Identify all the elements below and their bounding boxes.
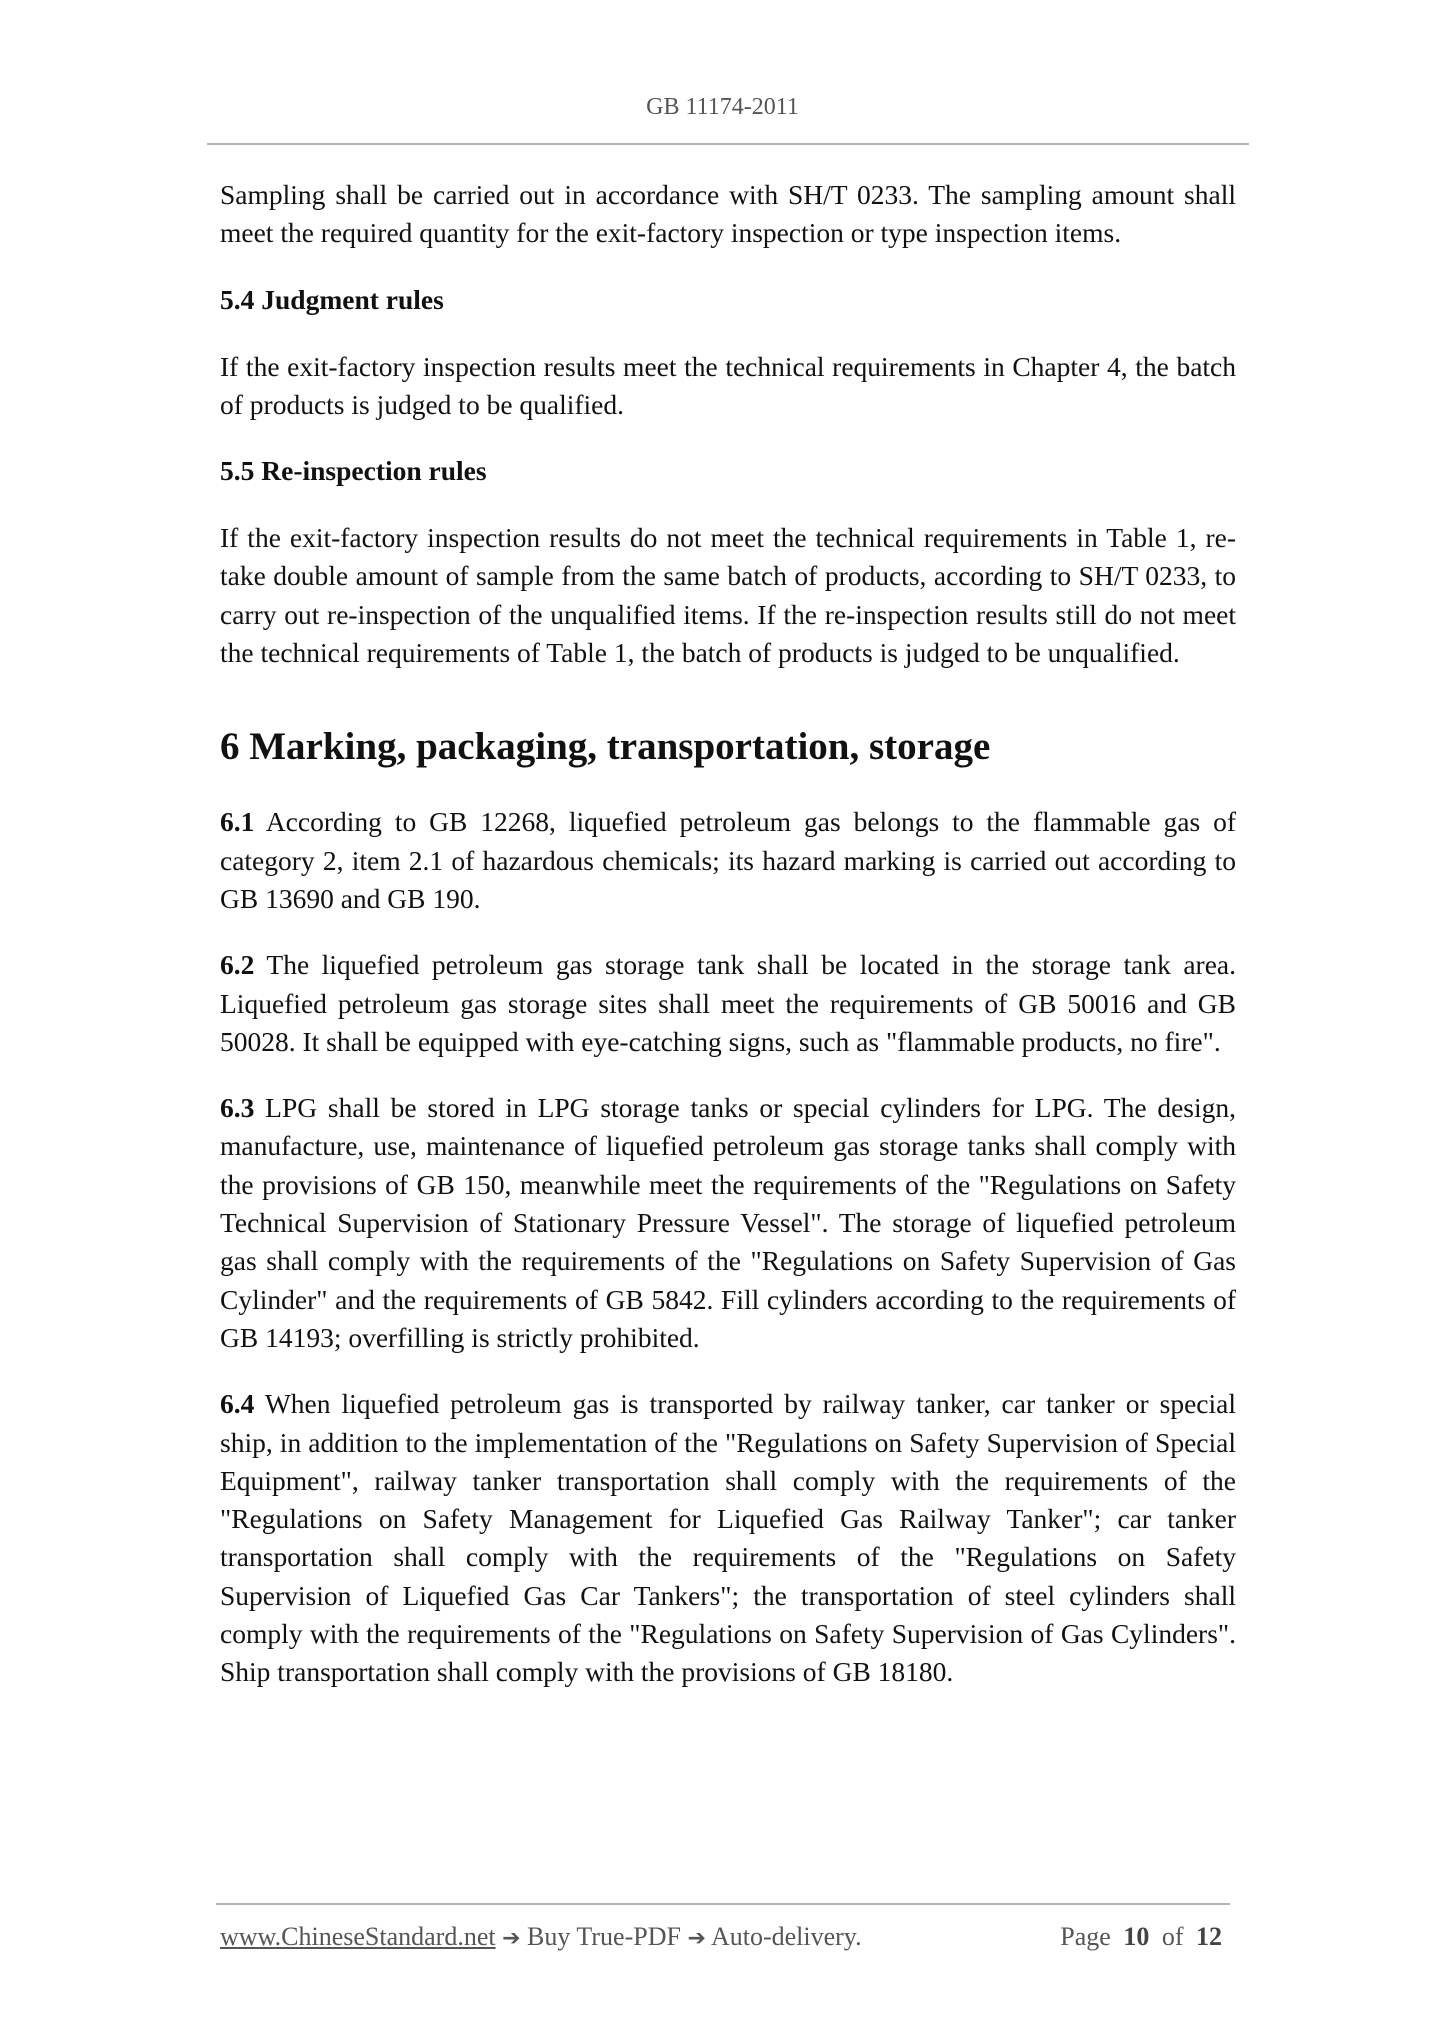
section-heading-5-4: 5.4 Judgment rules [220, 283, 444, 315]
header-divider [207, 143, 1249, 145]
page-current: 10 [1123, 1922, 1150, 1951]
site-link[interactable]: www.ChineseStandard.net [220, 1922, 496, 1951]
clause-text: The liquefied petroleum gas storage tank shall be located in the storage tank area. Liquefied petroleum gas storage sites shall meet the requirements of GB 50016 and GB 50028. It shall be equipped with eye-catching signs, such as "flammable products, no fire". [220, 949, 1236, 1057]
clause-6-3 [220, 1089, 1236, 1357]
clause-text: LPG shall be stored in LPG storage tanks or special cylinders for LPG. The design, manufacture, use, maintenance of liquefied petroleum gas storage tanks shall comply with the provisions of GB 150, meanwhile meet the requirements of the "Regulations on Safety Technical Supervision of Stationary Pressure Vessel". The storage of liquefied petroleum gas shall comply with the requirements of the "Regulations on Safety Supervision of Gas Cylinder" and the requirements of GB 5842. Fill cylinders according to the requirements of GB 14193; overfilling is strictly prohibited. [220, 1092, 1236, 1353]
clause-6-2 [220, 946, 1236, 1061]
footer-promo [220, 1922, 862, 1952]
clause-number: 6.4 [220, 1388, 255, 1420]
running-header: GB 11174-2011 [646, 94, 799, 120]
section-heading-5-5: 5.5 Re-inspection rules [220, 455, 487, 487]
page-label: Page [1060, 1922, 1111, 1951]
sampling-paragraph: Sampling shall be carried out in accordance with SH/T 0233. The sampling amount shall meet the required quantity for the exit-factory inspection or type inspection items. [220, 179, 1236, 249]
clause-6-4 [220, 1385, 1236, 1691]
page-total: 12 [1196, 1922, 1222, 1951]
footer-divider [216, 1903, 1230, 1905]
right-arrow-icon: ➔ [502, 1926, 521, 1951]
page-indicator [1060, 1922, 1222, 1952]
reinspection-rules-paragraph: If the exit-factory inspection results do not meet the technical requirements in Table 1, re-take double amount of sample from the same batch of products, according to SH/T 0233, to carry out re-inspection of the unqualified items. If the re-inspection results still do not meet the technical requirements of Table 1, the batch of products is judged to be unqualified. [220, 522, 1236, 669]
clause-text: According to GB 12268, liquefied petroleum gas belongs to the flammable gas of category 2, item 2.1 of hazardous chemicals; its hazard marking is carried out according to GB 13690 and GB 190. [220, 806, 1236, 914]
clause-number: 6.2 [220, 949, 255, 981]
clause-number: 6.1 [220, 806, 255, 838]
delivery-text: Auto-delivery. [710, 1922, 862, 1951]
buy-text: Buy True-PDF [527, 1922, 681, 1951]
right-arrow-icon: ➔ [687, 1926, 706, 1951]
clause-number: 6.3 [220, 1092, 255, 1124]
chapter-heading-6: 6 Marking, packaging, transportation, storage [220, 725, 991, 769]
page-body [220, 176, 1236, 1692]
judgment-rules-paragraph: If the exit-factory inspection results meet the technical requirements in Chapter 4, the batch of products is judged to be qualified. [220, 350, 1236, 420]
clause-6-1 [220, 803, 1236, 918]
of-label: of [1161, 1922, 1184, 1951]
clause-text: When liquefied petroleum gas is transported by railway tanker, car tanker or special ship, in addition to the implementation of the "Regulations on Safety Supervision of Special Equipment", railway tanker transportation shall comply with the requirements of the "Regulations on Safety Management for Liquefied Gas Railway Tanker"; car tanker transportation shall comply with the requirements of the "Regulations on Safety Supervision of Liquefied Gas Car Tankers"; the transportation of steel cylinders shall comply with the requirements of the "Regulations on Safety Supervision of Gas Cylinders". Ship transportation shall comply with the provisions of GB 18180. [220, 1388, 1236, 1688]
